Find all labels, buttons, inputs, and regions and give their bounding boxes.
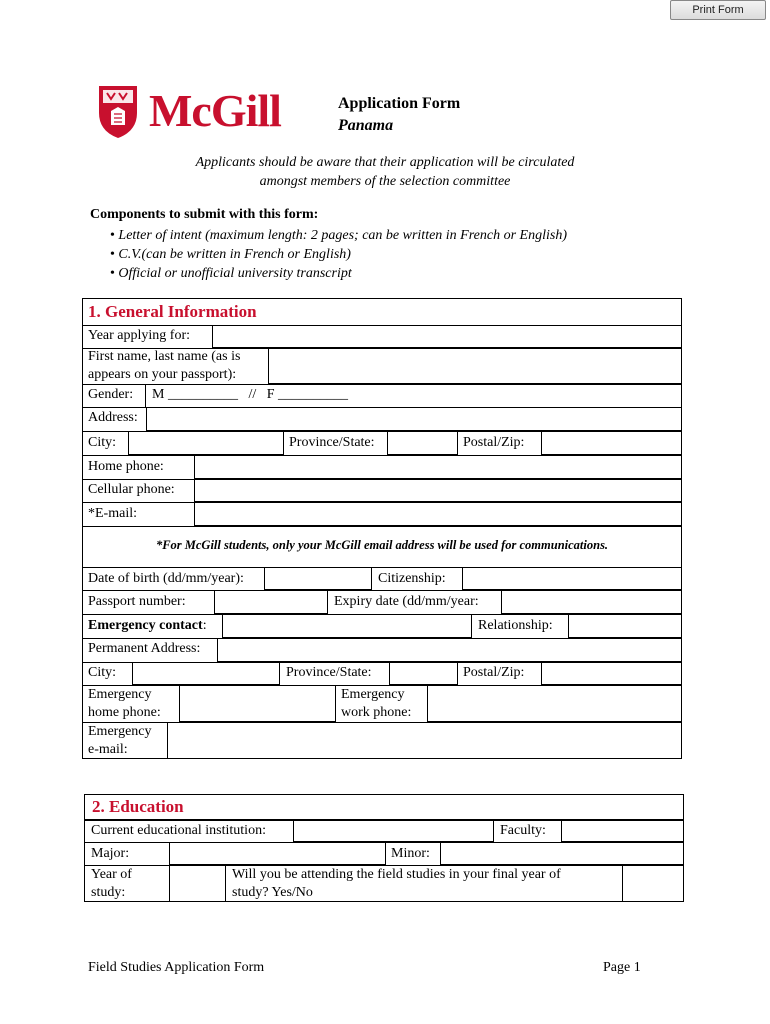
gender-label: Gender: bbox=[88, 387, 134, 402]
emergency-home-label-line-2: home phone: bbox=[88, 705, 161, 720]
emergency-email-label bbox=[88, 723, 152, 759]
emergency-work-phone-label bbox=[341, 686, 411, 722]
permanent-address-input[interactable] bbox=[217, 638, 682, 662]
postal2-input[interactable] bbox=[541, 662, 682, 685]
postal-input[interactable] bbox=[541, 431, 682, 455]
dob-label: Date of birth (dd/mm/year): bbox=[88, 571, 244, 586]
emergency-home-phone-label bbox=[88, 686, 161, 722]
dob-input[interactable] bbox=[264, 567, 372, 590]
faculty-label: Faculty: bbox=[500, 823, 546, 838]
permanent-address-label: Permanent Address: bbox=[88, 641, 201, 656]
expiry-input[interactable] bbox=[501, 590, 682, 614]
major-input[interactable] bbox=[169, 842, 386, 865]
footer-form-name: Field Studies Application Form bbox=[88, 960, 265, 975]
city2-label: City: bbox=[88, 665, 117, 680]
email-note: *For McGill students, only your McGill email address will be used for communications. bbox=[155, 538, 609, 552]
year-of-study-input[interactable] bbox=[169, 865, 226, 902]
province-label: Province/State: bbox=[289, 435, 375, 450]
year-of-study-label bbox=[91, 866, 132, 902]
major-label: Major: bbox=[91, 846, 130, 861]
section-2-title: 2. Education bbox=[92, 797, 184, 816]
emergency-work-label-line-1: Emergency bbox=[341, 687, 405, 702]
final-year-question-line-1: Will you be attending the field studies in your final year of bbox=[232, 867, 561, 882]
final-year-answer-input[interactable] bbox=[622, 865, 684, 902]
minor-label: Minor: bbox=[391, 846, 430, 861]
emergency-contact-label bbox=[88, 617, 207, 635]
year-of-study-label-line-1: Year of bbox=[91, 867, 132, 882]
year-applying-label: Year applying for: bbox=[88, 328, 191, 343]
home-phone-label: Home phone: bbox=[88, 459, 164, 474]
institution-input[interactable] bbox=[293, 820, 494, 842]
relationship-input[interactable] bbox=[568, 614, 682, 638]
city2-input[interactable] bbox=[132, 662, 280, 685]
mcgill-logo bbox=[97, 83, 312, 139]
postal-label: Postal/Zip: bbox=[463, 435, 525, 450]
emergency-contact-input[interactable] bbox=[222, 614, 472, 638]
passport-label: Passport number: bbox=[88, 594, 186, 609]
divider bbox=[82, 526, 682, 527]
email-label: *E-mail: bbox=[88, 506, 137, 521]
citizenship-input[interactable] bbox=[462, 567, 682, 590]
province-input[interactable] bbox=[387, 431, 458, 455]
passport-input[interactable] bbox=[214, 590, 328, 614]
city-label: City: bbox=[88, 435, 117, 450]
final-year-question bbox=[232, 866, 561, 902]
minor-input[interactable] bbox=[440, 842, 684, 865]
emergency-contact-label-text: Emergency contact bbox=[88, 618, 203, 633]
emergency-work-phone-input[interactable] bbox=[427, 685, 682, 722]
form-title: Application Form bbox=[338, 95, 461, 112]
expiry-label: Expiry date (dd/mm/year: bbox=[334, 594, 479, 609]
relationship-label: Relationship: bbox=[478, 618, 553, 633]
notice-line-2: amongst members of the selection committee bbox=[259, 174, 511, 189]
mcgill-wordmark: McGill bbox=[149, 85, 281, 136]
print-form-button[interactable]: Print Form bbox=[670, 0, 766, 20]
year-of-study-label-line-2: study: bbox=[91, 885, 126, 900]
province2-label: Province/State: bbox=[286, 665, 372, 680]
list-item: • C.V.(can be written in French or English) bbox=[110, 245, 567, 264]
gender-options[interactable]: M __________ // F __________ bbox=[152, 387, 349, 402]
emergency-work-label-line-2: work phone: bbox=[341, 705, 412, 720]
circulation-notice bbox=[120, 153, 650, 191]
section-1-title: 1. General Information bbox=[88, 302, 257, 321]
emergency-contact-colon: : bbox=[202, 618, 207, 633]
emergency-home-phone-input[interactable] bbox=[179, 685, 336, 722]
postal2-label: Postal/Zip: bbox=[463, 665, 525, 680]
notice-line-1: Applicants should be aware that their application will be circulated bbox=[195, 155, 575, 170]
emergency-home-label-line-1: Emergency bbox=[88, 687, 152, 702]
emergency-email-label-line-2: e-mail: bbox=[88, 742, 128, 757]
components-heading: Components to submit with this form: bbox=[90, 207, 319, 222]
institution-label: Current educational institution: bbox=[91, 823, 266, 838]
city-input[interactable] bbox=[128, 431, 284, 455]
components-list bbox=[110, 226, 567, 283]
citizenship-label: Citizenship: bbox=[378, 571, 446, 586]
form-subtitle: Panama bbox=[338, 117, 394, 134]
emergency-email-input[interactable] bbox=[167, 722, 682, 759]
faculty-input[interactable] bbox=[561, 820, 684, 842]
page-number: Page 1 bbox=[603, 960, 641, 975]
province2-input[interactable] bbox=[389, 662, 458, 685]
final-year-question-line-2: study? Yes/No bbox=[232, 885, 313, 900]
home-phone-input[interactable] bbox=[194, 455, 682, 479]
cell-phone-input[interactable] bbox=[194, 479, 682, 502]
email-input[interactable] bbox=[194, 502, 682, 526]
name-label-line-1: First name, last name (as is bbox=[88, 349, 241, 364]
divider bbox=[82, 384, 682, 385]
name-label-line-2: appears on your passport): bbox=[88, 367, 237, 382]
cell-phone-label: Cellular phone: bbox=[88, 482, 175, 497]
address-label: Address: bbox=[88, 410, 138, 425]
name-label bbox=[88, 348, 240, 384]
full-name-input[interactable] bbox=[268, 348, 682, 384]
divider bbox=[145, 384, 146, 407]
year-applying-input[interactable] bbox=[212, 325, 682, 348]
emergency-email-label-line-1: Emergency bbox=[88, 724, 152, 739]
list-item: • Official or unofficial university transcript bbox=[110, 264, 567, 283]
address-input[interactable] bbox=[146, 407, 682, 431]
list-item: • Letter of intent (maximum length: 2 pages; can be written in French or English) bbox=[110, 226, 567, 245]
